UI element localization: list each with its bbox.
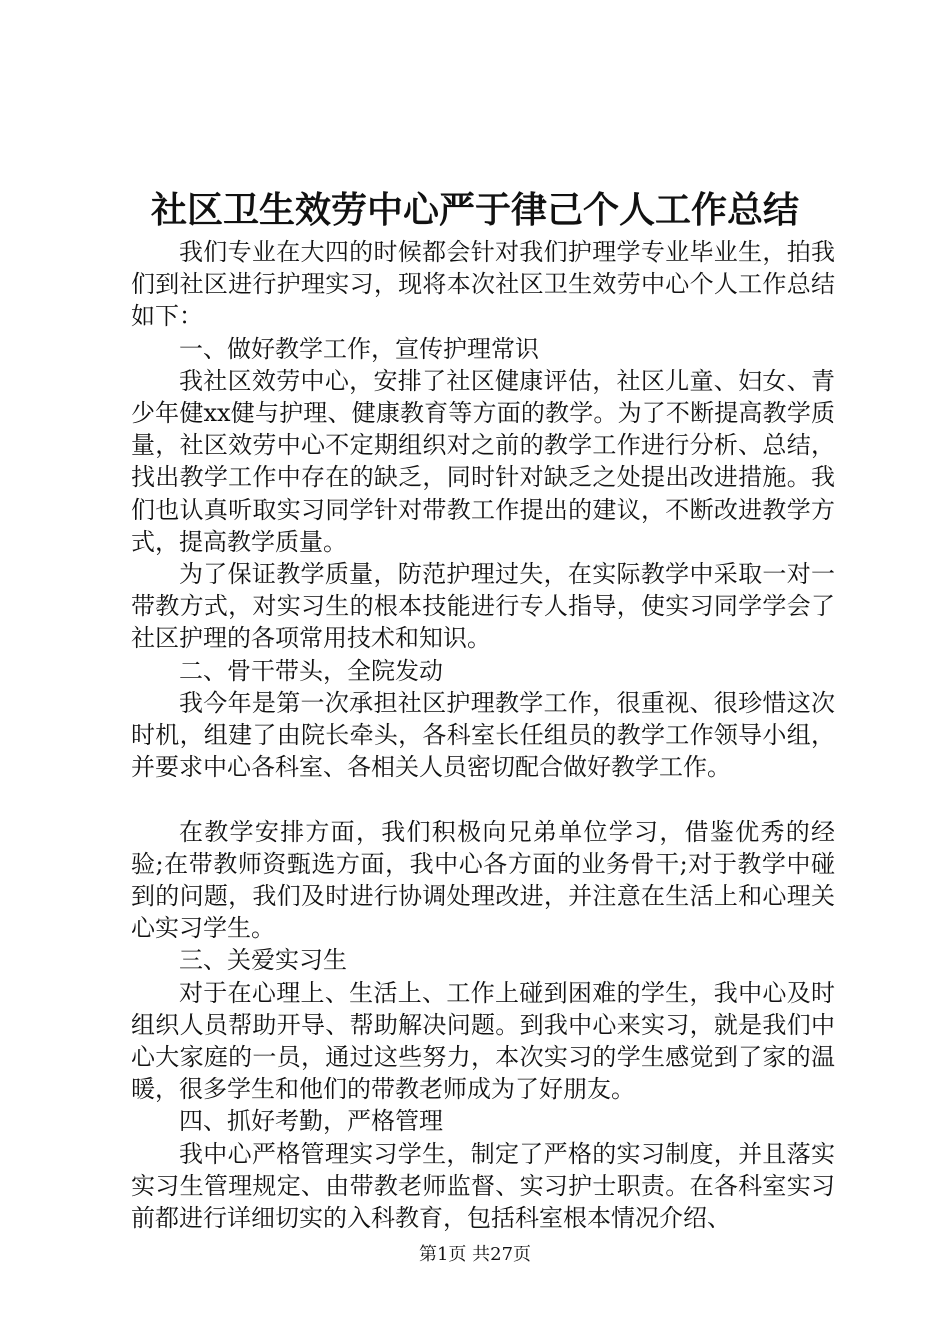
body-paragraph: 我今年是第一次承担社区护理教学工作，很重视、很珍惜这次时机，组建了由院长牵头，各科室长任组员的教学工作领导小组，并要求中心各科室、各相关人员密切配合做好教学工作。	[131, 688, 835, 782]
section-heading-3: 三、关爱实习生	[179, 946, 347, 975]
page-number-footer: 第1页 共27页	[418, 1244, 532, 1265]
body-paragraph: 我中心严格管理实习学生，制定了严格的实习制度，并且落实实习生管理规定、由带教老师监督、实习护士职责。在各科室实习前都进行详细切实的入科教育，包括科室根本情况介绍、	[131, 1139, 835, 1233]
body-paragraph: 在教学安排方面，我们积极向兄弟单位学习，借鉴优秀的经验;在带教师资甄选方面，我中心各方面的业务骨干;对于教学中碰到的问题，我们及时进行协调处理改进，并注意在生活上和心理关心实习学生。	[131, 817, 835, 943]
intro-paragraph: 我们专业在大四的时候都会针对我们护理学专业毕业生，拍我们到社区进行护理实习，现将本次社区卫生效劳中心个人工作总结如下：	[131, 238, 835, 331]
document-body	[131, 236, 835, 1234]
body-paragraph: 对于在心理上、生活上、工作上碰到困难的学生，我中心及时组织人员帮助开导、帮助解决问题。到我中心来实习，就是我们中心大家庭的一员，通过这些努力，本次实习的学生感觉到了家的温暖，很多学生和他们的带教老师成为了好朋友。	[131, 978, 835, 1104]
document-title: 社区卫生效劳中心严于律己个人工作总结	[150, 189, 799, 231]
body-paragraph: 为了保证教学质量，防范护理过失，在实际教学中采取一对一带教方式，对实习生的根本技能进行专人指导，使实习同学学会了社区护理的各项常用技术和知识。	[131, 560, 835, 653]
blank-line	[131, 783, 835, 815]
section-heading-4: 四、抓好考勤，严格管理	[179, 1107, 443, 1136]
body-paragraph: 我社区效劳中心，安排了社区健康评估，社区儿童、妇女、青少年健xx健与护理、健康教育等方面的教学。为了不断提高教学质量，社区效劳中心不定期组织对之前的教学工作进行分析、总结，找出教学工作中存在的缺乏，同时针对缺乏之处提出改进措施。我们也认真听取实习同学针对带教工作提出的建议，不断改进教学方式，提高教学质量。	[131, 366, 835, 556]
section-heading-1: 一、做好教学工作，宣传护理常识	[179, 334, 539, 363]
section-heading-2: 二、骨干带头，全院发动	[179, 656, 443, 685]
